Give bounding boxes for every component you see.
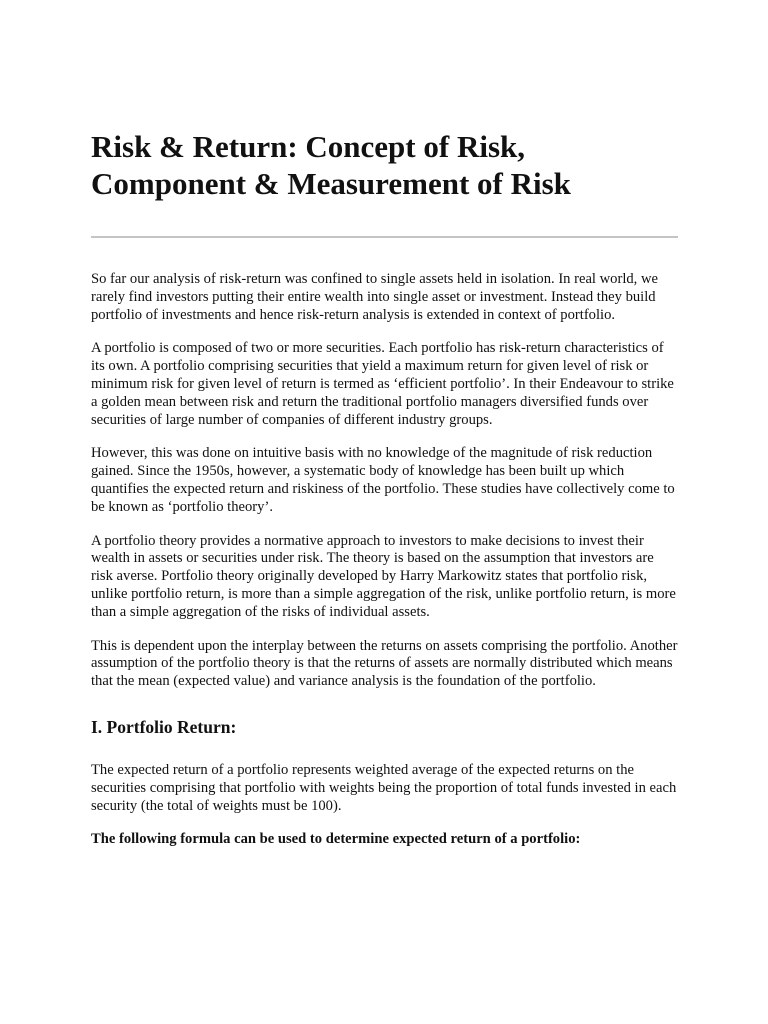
section-heading-portfolio-return: I. Portfolio Return:	[91, 716, 237, 737]
paragraph-2: A portfolio is composed of two or more securities. Each portfolio has risk-return characteristics of its own. A portfolio comprising securities that yield a maximum return for given level of risk or minimum risk for given level of return is termed as ‘efficient portfolio’. In their Endeavour to strike a golden mean between risk and return the traditional portfolio managers diversified funds over securities of large number of companies of different industry groups.	[91, 340, 674, 428]
document-title: Risk & Return: Concept of Risk, Component & Measurement of Risk	[91, 129, 571, 201]
formula-intro: The following formula can be used to determine expected return of a portfolio:	[91, 831, 581, 848]
document-body	[91, 271, 678, 849]
paragraph-1: So far our analysis of risk-return was confined to single assets held in isolation. In real world, we rarely find investors putting their entire wealth into single asset or investment. Instead they build portfolio of investments and hence risk-return analysis is extended in context of portfolio.	[91, 271, 658, 323]
section-paragraph: The expected return of a portfolio represents weighted average of the expected returns on the securities comprising that portfolio with weights being the proportion of total funds invested in each security (the total of weights must be 100).	[91, 761, 677, 814]
section-content	[91, 762, 678, 849]
paragraph-3: However, this was done on intuitive basis with no knowledge of the magnitude of risk reduction gained. Since the 1950s, however, a systematic body of knowledge has been built up which quantifies the expected return and riskiness of the portfolio. These studies have collectively come to be known as ‘portfolio theory’.	[91, 445, 675, 515]
paragraph-5: This is dependent upon the interplay between the returns on assets comprising the portfolio. Another assumption of the portfolio theory is that the returns of assets are normally distributed which means that the mean (expected value) and variance analysis is the foundation of the portfolio.	[91, 637, 678, 690]
title-divider	[91, 236, 678, 238]
paragraph-4: A portfolio theory provides a normative approach to investors to make decisions to invest their wealth in assets or securities under risk. The theory is based on the assumption that investors are risk averse. Portfolio theory originally developed by Harry Markowitz states that portfolio risk, unlike portfolio return, is more than a simple aggregation of the risk, unlike portfolio return, is more than a simple aggregation of the risks of individual assets.	[91, 532, 676, 620]
document-page	[91, 128, 678, 849]
